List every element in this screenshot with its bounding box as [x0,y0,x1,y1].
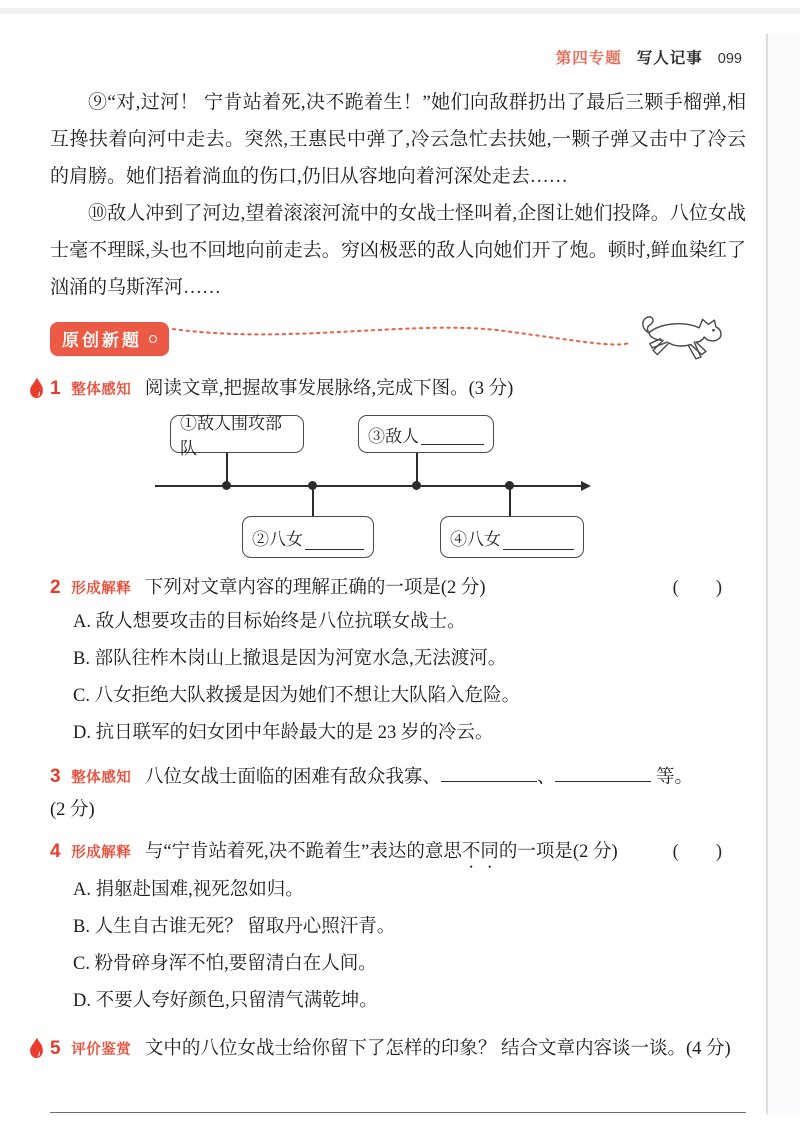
flame-icon [28,1037,45,1059]
question-5-text: 文中的八位女战士给你留下了怎样的印象？ 结合文章内容谈一谈。(4 分) [144,1039,731,1060]
question-4-option-d: D. 不要人夸好颜色,只留清气满乾坤。 [73,991,378,1012]
question-2-tag: 形成解释 [71,581,132,597]
question-4-answer-bracket: ( ) [672,842,722,863]
diagram-box-3-blank [421,423,484,446]
diagram-box-2 [242,516,374,558]
article-paragraph-10: ⑩敌人冲到了河边,望着滚滚河流中的女战士怪叫着,企图让她们投降。八位女战士毫不理睬,头也不回地向前走去。穷凶极恶的敌人向她们开了炮。顿时,鲜血染红了汹涌的乌斯浑河…… [50,203,746,298]
original-question-banner [50,314,746,364]
question-2-option-a: A. 敌人想要攻击的目标始终是八位抗联女战士。 [73,612,466,632]
timeline-axis [155,485,583,487]
flame-icon [28,377,45,399]
article-paragraph-9: ⑨“对,过河！ 宁肯站着死,决不跪着生！”她们向敌群扔出了最后三颗手榴弹,相互搀扶着向河中走去。突然,王惠民中弹了,冷云急忙去扶她,一颗子弹又击中了冷云的肩膀。她们捂着淌血的伤口,仍旧从容地向着河深处走去…… [50,92,746,187]
diagram-box-3-label: ③敌人 [368,426,419,446]
badge-label: 原创新题 [62,331,142,350]
scan-edge-right-line [766,34,768,1114]
question-3 [50,762,746,793]
question-1-number: 1 [50,378,61,399]
question-2-number: 2 [50,577,61,598]
header-page-number: 099 [717,51,742,67]
header-section: 写人记事 [636,50,703,67]
page-header [556,46,742,68]
story-timeline-diagram [50,415,746,563]
question-4-text-pre: 与“宁肯站着死,决不跪着生”表达的意思 [144,842,462,863]
diagram-box-4-label: ④八女 [450,529,501,549]
diagram-box-2-blank [305,525,364,550]
question-1 [50,374,746,405]
page-content [50,84,746,1132]
badge-dot-icon [149,335,157,343]
question-3-blank-2 [555,762,651,782]
badge-original-questions [50,322,169,356]
question-1-tag: 整体感知 [71,382,132,398]
question-3-text-mid: 、 [536,767,556,788]
question-3-tag: 整体感知 [71,770,132,787]
diagram-box-4 [440,516,584,558]
question-4-option-b: B. 人生自古谁无死？ 留取丹心照汗青。 [73,917,396,938]
timeline-arrowhead-icon [581,481,591,491]
question-3-text-post: 等。 [655,767,693,788]
question-4-number: 4 [50,841,61,863]
question-4 [50,837,746,872]
diagram-box-3 [358,415,494,453]
diagram-box-1-label: ①敌人围攻部队 [180,414,282,458]
question-4-tag: 形成解释 [71,845,132,862]
connector-box3 [416,453,418,485]
question-3-blank-1 [441,762,537,782]
running-cat-icon [634,311,746,363]
dotted-curve-line [171,317,632,361]
question-3-number: 3 [50,766,61,788]
question-3-points: (2 分) [50,800,95,821]
question-2-option-d: D. 抗日联军的妇女团中年龄最大的是 23 岁的冷云。 [73,723,494,743]
connector-box2 [312,486,314,516]
scan-edge-top [0,8,800,14]
question-4-text-emphasis: 不同 [461,842,499,863]
header-topic: 第四专题 [555,50,622,67]
answer-line-1 [50,1065,746,1113]
diagram-box-2-label: ②八女 [252,529,303,549]
question-2 [50,573,746,604]
question-2-text: 下列对文章内容的理解正确的一项是(2 分) [144,578,486,598]
question-2-answer-bracket: ( ) [672,578,722,598]
question-5-number: 5 [50,1038,61,1060]
question-5 [50,1034,746,1065]
question-4-option-a: A. 捐躯赴国难,视死忽如归。 [73,880,304,901]
question-5-tag: 评价鉴赏 [71,1042,132,1059]
question-4-option-c: C. 粉骨碎身浑不怕,要留清白在人间。 [73,954,377,975]
scan-edge-right-area [768,34,800,1114]
question-2-option-b: B. 部队往柞木岗山上撤退是因为河宽水急,无法渡河。 [73,649,507,669]
question-1-text: 阅读文章,把握故事发展脉络,完成下图。(3 分) [144,379,514,399]
question-2-option-c: C. 八女拒绝大队救援是因为她们不想让大队陷入危险。 [73,686,521,706]
question-4-text-post: 的一项是(2 分) [498,842,618,863]
question-3-text-pre: 八位女战士面临的困难有敌众我寡、 [144,767,441,788]
connector-box4 [509,486,511,516]
diagram-box-4-blank [503,525,574,550]
diagram-box-1 [170,414,304,458]
answer-line-2 [50,1113,746,1132]
